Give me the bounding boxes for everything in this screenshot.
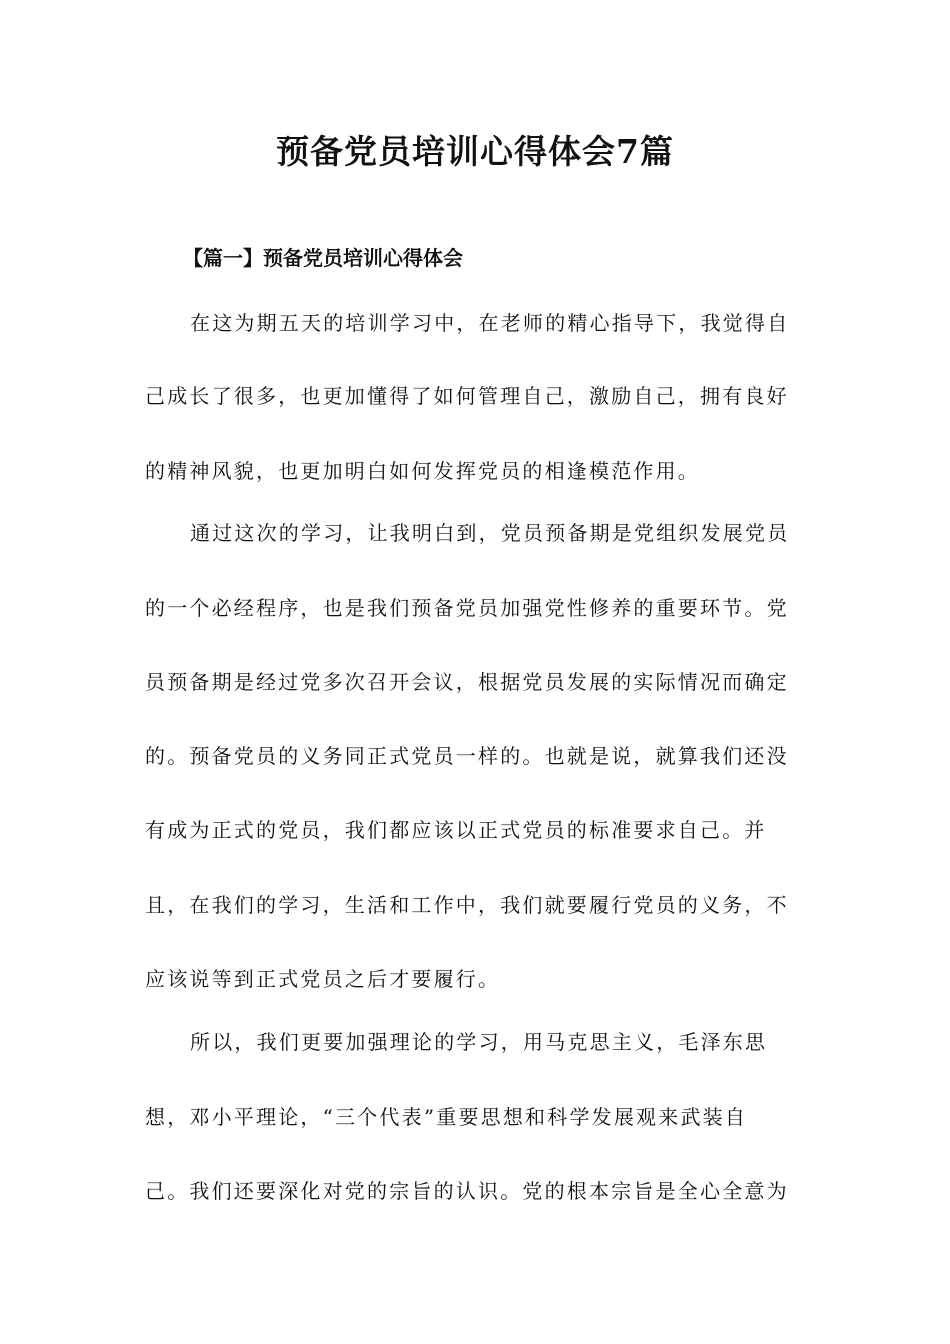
paragraph-line: 应该说等到正式党员之后才要履行。: [145, 967, 501, 991]
paragraph-line: 所以，我们更要加强理论的学习，用马克思主义，毛泽东思: [190, 1030, 768, 1054]
paragraph-line: 在这为期五天的培训学习中，在老师的精心指导下，我觉得自: [190, 311, 790, 335]
document-title: 预备党员培训心得体会7篇: [276, 132, 674, 171]
section-heading: 【篇一】预备党员培训心得体会: [183, 246, 463, 270]
paragraph-line: 通过这次的学习，让我明白到，党员预备期是党组织发展党员: [190, 521, 790, 545]
paragraph-line: 员预备期是经过党多次召开会议，根据党员发展的实际情况而确定: [145, 670, 789, 694]
paragraph-line: 的一个必经程序，也是我们预备党员加强党性修养的重要环节。党: [145, 596, 789, 620]
paragraph-line: 的。预备党员的义务同正式党员一样的。也就是说，就算我们还没: [145, 744, 789, 768]
paragraph-line: 的精神风貌，也更加明白如何发挥党员的相逢模范作用。: [145, 459, 700, 483]
paragraph-line: 且，在我们的学习，生活和工作中，我们就要履行党员的义务，不: [145, 893, 789, 917]
paragraph-line: 己成长了很多，也更加懂得了如何管理自己，激励自己，拥有良好: [145, 384, 789, 408]
paragraph-line: 有成为正式的党员，我们都应该以正式党员的标准要求自己。并: [145, 818, 767, 842]
paragraph-line: 己。我们还要深化对党的宗旨的认识。党的根本宗旨是全心全意为: [145, 1179, 789, 1203]
paragraph-line: 想，邓小平理论，“三个代表”重要思想和科学发展观来武装自: [145, 1105, 748, 1129]
